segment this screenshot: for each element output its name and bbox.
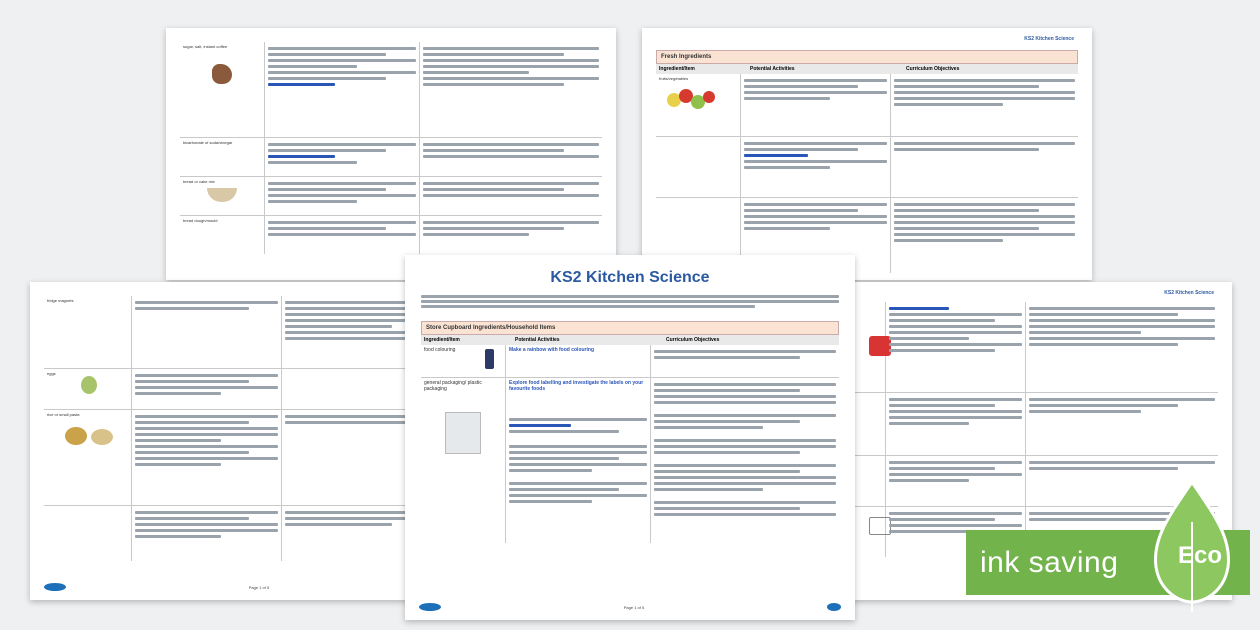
- section-header: Store Cupboard Ingredients/Household Items: [421, 321, 839, 335]
- twinkl-logo-icon: [419, 603, 441, 611]
- column-header: Potential Activities: [515, 337, 560, 343]
- page-header-label: KS2 Kitchen Science: [1164, 290, 1214, 296]
- page-number: Page 1 of 5: [248, 584, 270, 590]
- table-header: [656, 64, 1078, 74]
- table-header: [421, 335, 839, 345]
- document-page-top-left: [166, 28, 616, 280]
- ink-saving-badge: [966, 530, 1250, 595]
- plastic-packaging-image: [445, 412, 481, 454]
- activity-link[interactable]: Make a rainbow with food colouring: [509, 347, 595, 353]
- page-header-label: KS2 Kitchen Science: [1024, 36, 1074, 42]
- mixing-bowl-image: [207, 188, 237, 202]
- intro-text: [421, 293, 839, 310]
- column-header: Curriculum Objectives: [906, 66, 960, 72]
- ingredient-table: [421, 321, 839, 543]
- ink-saving-label: ink saving: [980, 545, 1119, 579]
- ingredient-table: [180, 42, 602, 256]
- item-label: rice or small pasta: [47, 412, 80, 417]
- document-page-top-right: [642, 28, 1092, 280]
- pasta-image: [47, 427, 128, 451]
- column-header: Ingredient/Item: [659, 66, 695, 72]
- page-footer: [44, 580, 466, 594]
- item-label: bread dough/mould: [183, 218, 218, 223]
- item-label: bicarbonate of soda/vinegar: [183, 140, 233, 145]
- item-label: eggs: [47, 371, 56, 376]
- item-label: food colouring: [424, 347, 456, 353]
- item-label: general packaging/ plastic packaging: [424, 380, 482, 392]
- column-header: Potential Activities: [750, 66, 795, 72]
- spice-image: [212, 64, 232, 84]
- page-number: Page 1 of 5: [623, 604, 645, 610]
- brand-logo-icon: [827, 603, 841, 611]
- twinkl-logo-icon: [44, 583, 66, 591]
- ingredient-table: [44, 296, 466, 576]
- item-label: fruits/vegetables: [659, 76, 689, 81]
- column-header: Curriculum Objectives: [666, 337, 720, 343]
- activity-link[interactable]: Explore food labelling and investigate the labels on your favourite foods: [509, 380, 644, 392]
- section-header: Fresh Ingredients: [656, 50, 1078, 64]
- food-colouring-bottle-image: [485, 349, 494, 369]
- eggs-image: [47, 376, 128, 394]
- document-page-front: [405, 255, 855, 620]
- column-header: Ingredient/Item: [424, 337, 460, 343]
- page-title: KS2 Kitchen Science: [550, 269, 710, 286]
- page-footer: [419, 600, 841, 614]
- item-label: sugar, salt, instant coffee: [183, 44, 228, 49]
- item-label: fridge magnets: [47, 298, 74, 303]
- fruit-image: [659, 85, 737, 115]
- item-label: bread or cake mix: [183, 179, 215, 184]
- eco-label: Eco: [1177, 542, 1222, 569]
